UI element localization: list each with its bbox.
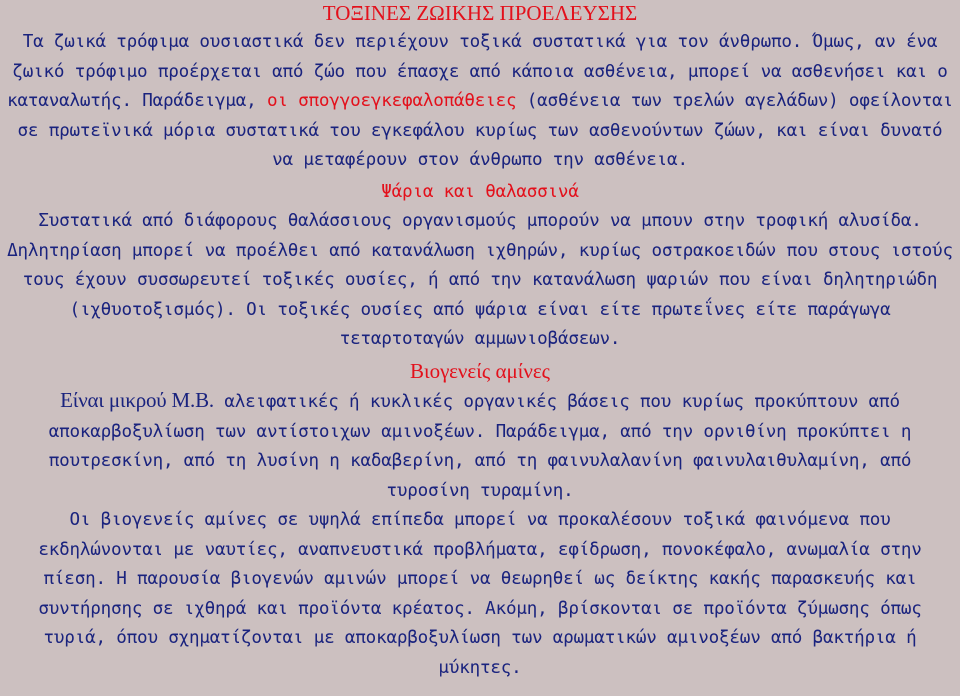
amines-heading: Βιογενείς αμίνες — [410, 358, 550, 383]
fish-text-1: Συστατικά από διάφορους θαλάσσιους οργανισμούς μπορούν να μπουν στην τροφική αλυσίδα. — [38, 211, 922, 231]
intro-text-3: (ασθένεια των τρελών αγελάδων) οφείλονται σε πρωτεϊνικά μόρια συστατικά του εγκεφάλου κυρίως των ασθενούντων ζώων, και είναι δυνατό να μεταφέρουν στον άνθρωπο την ασθένεια. — [17, 91, 953, 170]
intro-text-2: Παράδειγμα, — [131, 91, 267, 111]
fish-text-2: Δηλητηρίαση μπορεί να προέλθει από κατανάλωση ιχθηρών, κυρίως οστρακοειδών που στους ιστούς τους έχουν συσσωρευτεί τοξικές ουσίες, ή από την κατανάλωση ψαριών που είναι δηλητηριώδη (ιχθυοτοξισμός). Οι τοξικές ουσίες από ψάρια είναι είτε πρωτεΐνες είτε παράγωγα τεταρτοταγών αμμωνιοβάσεων. — [7, 240, 953, 349]
amines-paragraph-1 — [6, 386, 954, 506]
fish-heading: Ψάρια και θαλασσινά — [381, 181, 579, 202]
amines-paragraph-2: Οι βιογενείς αμίνες σε υψηλά επίπεδα μπορεί να προκαλέσουν τοξικά φαινόμενα που εκδηλώνονται με ναυτίες, αναπνευστικά προβλήματα, εφίδρωση, πονοκέφαλο, ανωμαλία στην πίεση. Η παρουσία βιογενών αμινών μπορεί να θεωρηθεί ως δείκτης κακής παρασκευής και συντήρησης σε ιχθηρά και προϊόντα κρέατος. Ακόμη, βρίσκονται σε προϊόντα ζύμωσης όπως τυριά, όπου σχηματίζονται με αποκαρβοξυλίωση των αρωματικών αμινοξέων από βακτήρια ή μύκητες. — [38, 510, 922, 678]
amines-lead: Είναι μικρού Μ.Β. — [60, 388, 214, 412]
intro-text-1: Τα ζωικά τρόφιμα ουσιαστικά δεν περιέχουν τοξικά συστατικά για τον άνθρωπο. Όμως, αν ένα ζωικό τρόφιμο προέρχεται από ζώο που έπασχε από κάποια ασθένεια, μπορεί να ασθενήσει και ο καταναλωτής. — [7, 32, 948, 111]
page-title: ΤΟΞΙΝΕΣ ΖΩΙΚΗΣ ΠΡΟΕΛΕΥΣΗΣ — [322, 1, 638, 25]
amines-text-1: αλειφατικές ή κυκλικές οργανικές βάσεις που κυρίως προκύπτουν από αποκαρβοξυλίωση των αντίστοιχων αμινοξέων. Παράδειγμα, από την ορνιθίνη προκύπτει η πουτρεσκίνη, από τη λυσίνη η καδαβερίνη, από τη φαινυλαλανίνη φαινυλαιθυλαμίνη, από τυροσίνη τυραμίνη. — [48, 392, 912, 501]
intro-highlight: οι σπογγοεγκεφαλοπάθειες — [266, 91, 517, 111]
fish-paragraph — [6, 207, 954, 355]
intro-paragraph — [6, 28, 954, 176]
